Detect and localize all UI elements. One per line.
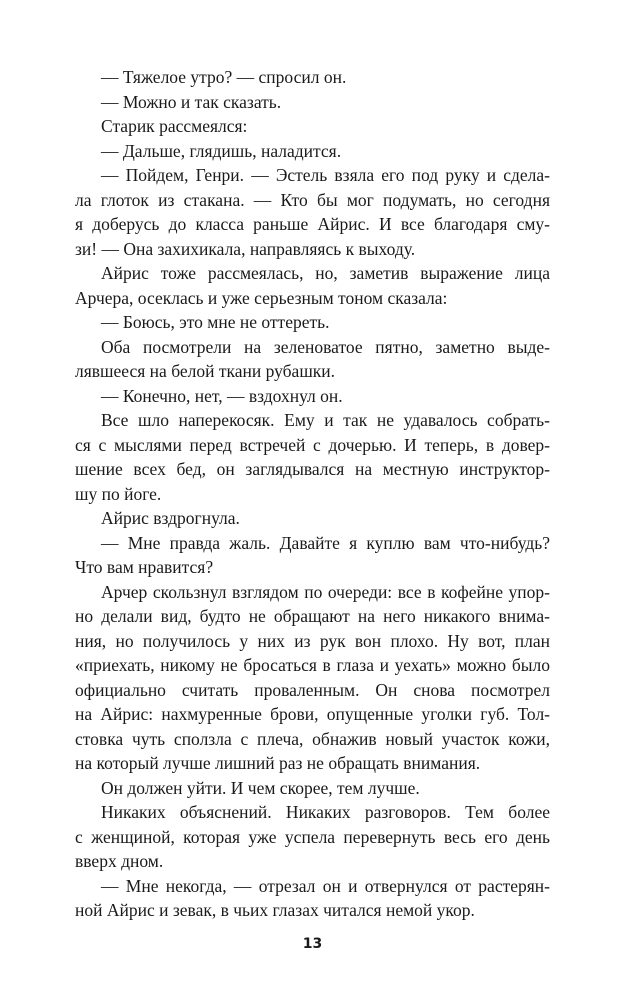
text-line: шение всех бед, он заглядывался на местную инструктор-	[75, 459, 550, 479]
text-line: я доберусь до класса раньше Айрис. И все благодаря сму-	[75, 214, 550, 234]
text-line: Старик рассмеялся:	[101, 116, 248, 136]
text-line: «приехать, никому не бросаться в глаза и уехать» можно было	[75, 655, 550, 675]
text-line: ла глоток из стакана. — Кто бы мог подумать, но сегодня	[75, 190, 550, 210]
text-line: ной Айрис и зевак, в чьих глазах читался немой укор.	[75, 900, 475, 920]
text-line: — Дальше, глядишь, наладится.	[101, 141, 342, 161]
text-line: — Можно и так сказать.	[101, 92, 282, 112]
text-line: вверх дном.	[75, 851, 164, 871]
text-line: с женщиной, которая уже успела перевернуть весь его день	[75, 827, 550, 847]
text-line: Никаких объяснений. Никаких разговоров. Тем более	[101, 802, 550, 822]
text-line: официально считать проваленным. Он снова посмотрел	[75, 680, 550, 700]
text-line: Оба посмотрели на зеленоватое пятно, заметно выде-	[101, 337, 550, 357]
text-line: Айрис тоже рассмеялась, но, заметив выражение лица	[101, 263, 550, 283]
page-number: 13	[302, 936, 323, 952]
text-line: Он должен уйти. И чем скорее, тем лучше.	[101, 778, 420, 798]
text-line: — Пойдем, Генри. — Эстель взяла его под руку и сдела-	[101, 165, 550, 185]
text-line: Арчера, осеклась и уже серьезным тоном сказала:	[75, 288, 448, 308]
text-line: — Конечно, нет, — вздохнул он.	[101, 386, 343, 406]
text-line: стовка чуть сползла с плеча, обнажив новый участок кожи,	[75, 729, 550, 749]
text-line: ния, но получилось у них из рук вон плохо. Ну вот, план	[75, 631, 550, 651]
text-line: ся с мыслями перед встречей с дочерью. И теперь, в довер-	[75, 435, 550, 455]
text-line: лявшееся на белой ткани рубашки.	[75, 361, 336, 381]
text-line: зи! — Она захихикала, направляясь к выходу.	[75, 239, 416, 259]
text-line: — Тяжелое утро? — спросил он.	[101, 67, 347, 87]
text-line: Айрис вздрогнула.	[101, 508, 240, 528]
text-line: Что вам нравится?	[75, 557, 214, 577]
text-line: на Айрис: нахмуренные брови, опущенные уголки губ. Тол-	[75, 704, 550, 724]
text-line: Все шло наперекосяк. Ему и так не удавалось собрать-	[101, 410, 550, 430]
text-line: на который лучше лишний раз не обращать внимания.	[75, 753, 481, 773]
text-line: Арчер скользнул взглядом по очереди: все в кофейне упор-	[101, 582, 550, 602]
text-line: — Мне некогда, — отрезал он и отвернулся от растерян-	[101, 876, 550, 896]
text-line: — Боюсь, это мне не оттереть.	[101, 312, 330, 332]
text-line: шу по йоге.	[75, 484, 162, 504]
text-line: — Мне правда жаль. Давайте я куплю вам что-нибудь?	[101, 533, 550, 553]
text-line: но делали вид, будто не обращают на него никакого внима-	[75, 606, 550, 626]
